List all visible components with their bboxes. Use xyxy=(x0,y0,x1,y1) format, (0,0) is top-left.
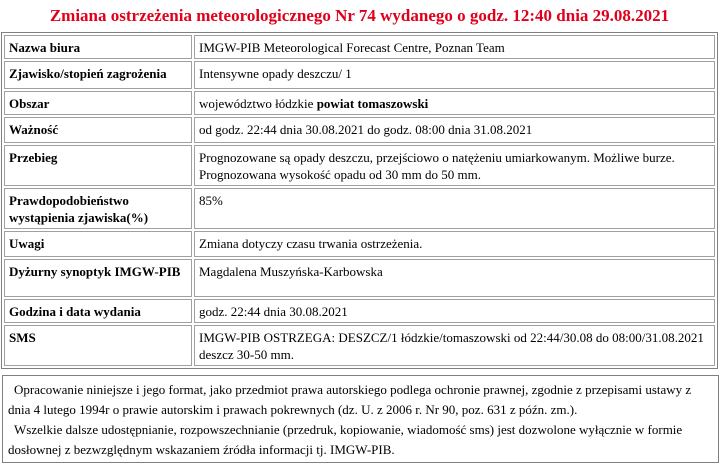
row-value-issued: godz. 22:44 dnia 30.08.2021 xyxy=(194,299,715,323)
row-label-course: Przebieg xyxy=(4,145,192,186)
warning-title: Zmiana ostrzeżenia meteorologicznego Nr 74 wydanego o godz. 12:40 dnia 29.08.2021 xyxy=(49,6,670,25)
table-row xyxy=(4,325,715,366)
row-value-remarks: Zmiana dotyczy czasu trwania ostrzeżenia. xyxy=(194,231,715,257)
row-value-probability: 85% xyxy=(194,188,715,229)
row-label-issued: Godzina i data wydania xyxy=(4,299,192,323)
row-value-course: Prognozowane są opady deszczu, przejściowo o natężeniu umiarkowanym. Możliwe burze. Prognozowana wysokość opadu od 30 mm do 50 mm. xyxy=(194,145,715,186)
row-value-forecaster: Magdalena Muszyńska-Karbowska xyxy=(194,259,715,297)
row-value-office: IMGW-PIB Meteorological Forecast Centre, Poznan Team xyxy=(194,35,715,59)
table-row xyxy=(4,117,715,143)
row-value-phenomenon: Intensywne opady deszczu/ 1 xyxy=(194,61,715,89)
table-row xyxy=(4,91,715,115)
row-label-phenomenon: Zjawisko/stopień zagrożenia xyxy=(4,61,192,89)
row-label-sms: SMS xyxy=(4,325,192,366)
row-value-validity: od godz. 22:44 dnia 30.08.2021 do godz. 08:00 dnia 31.08.2021 xyxy=(194,117,715,143)
table-row xyxy=(4,35,715,59)
table-row xyxy=(4,299,715,323)
row-label-probability: Prawdopodobieństwo wystąpienia zjawiska(%) xyxy=(4,188,192,229)
copyright-paragraph: Opracowanie niniejsze i jego format, jako przedmiot prawa autorskiego podlega ochronie prawnej, zgodnie z przepisami ustawy z dnia 4 lutego 1994r o prawie autorskim i prawach pokrewnych (dz. U. z 2006 r. Nr 90, poz. 631 z późn. zm.). xyxy=(8,382,692,417)
table-row xyxy=(4,145,715,186)
row-label-forecaster: Dyżurny synoptyk IMGW-PIB xyxy=(4,259,192,297)
table-row xyxy=(4,259,715,297)
row-label-remarks: Uwagi xyxy=(4,231,192,257)
area-voivodeship: województwo łódzkie xyxy=(199,96,317,111)
row-label-office: Nazwa biura xyxy=(4,35,192,59)
row-value-sms: IMGW-PIB OSTRZEGA: DESZCZ/1 łódzkie/tomaszowski od 22:44/30.08 do 08:00/31.08.2021 deszcz 30-50 mm. xyxy=(194,325,715,366)
table-row xyxy=(4,61,715,89)
row-value-area xyxy=(194,91,715,115)
usage-paragraph: Wszelkie dalsze udostępnianie, rozpowszechnianie (przedruk, kopiowanie, wiadomość sms) jest dozwolone wyłącznie w formie dosłownej z bezwzględnym wskazaniem źródła informacji tj. IMGW-PIB. xyxy=(8,422,683,457)
row-label-area: Obszar xyxy=(4,91,192,115)
row-label-validity: Ważność xyxy=(4,117,192,143)
warning-table xyxy=(1,32,718,369)
table-row xyxy=(4,188,715,229)
table-row xyxy=(4,231,715,257)
copyright-notice xyxy=(2,375,719,463)
area-county: powiat tomaszowski xyxy=(316,96,429,111)
